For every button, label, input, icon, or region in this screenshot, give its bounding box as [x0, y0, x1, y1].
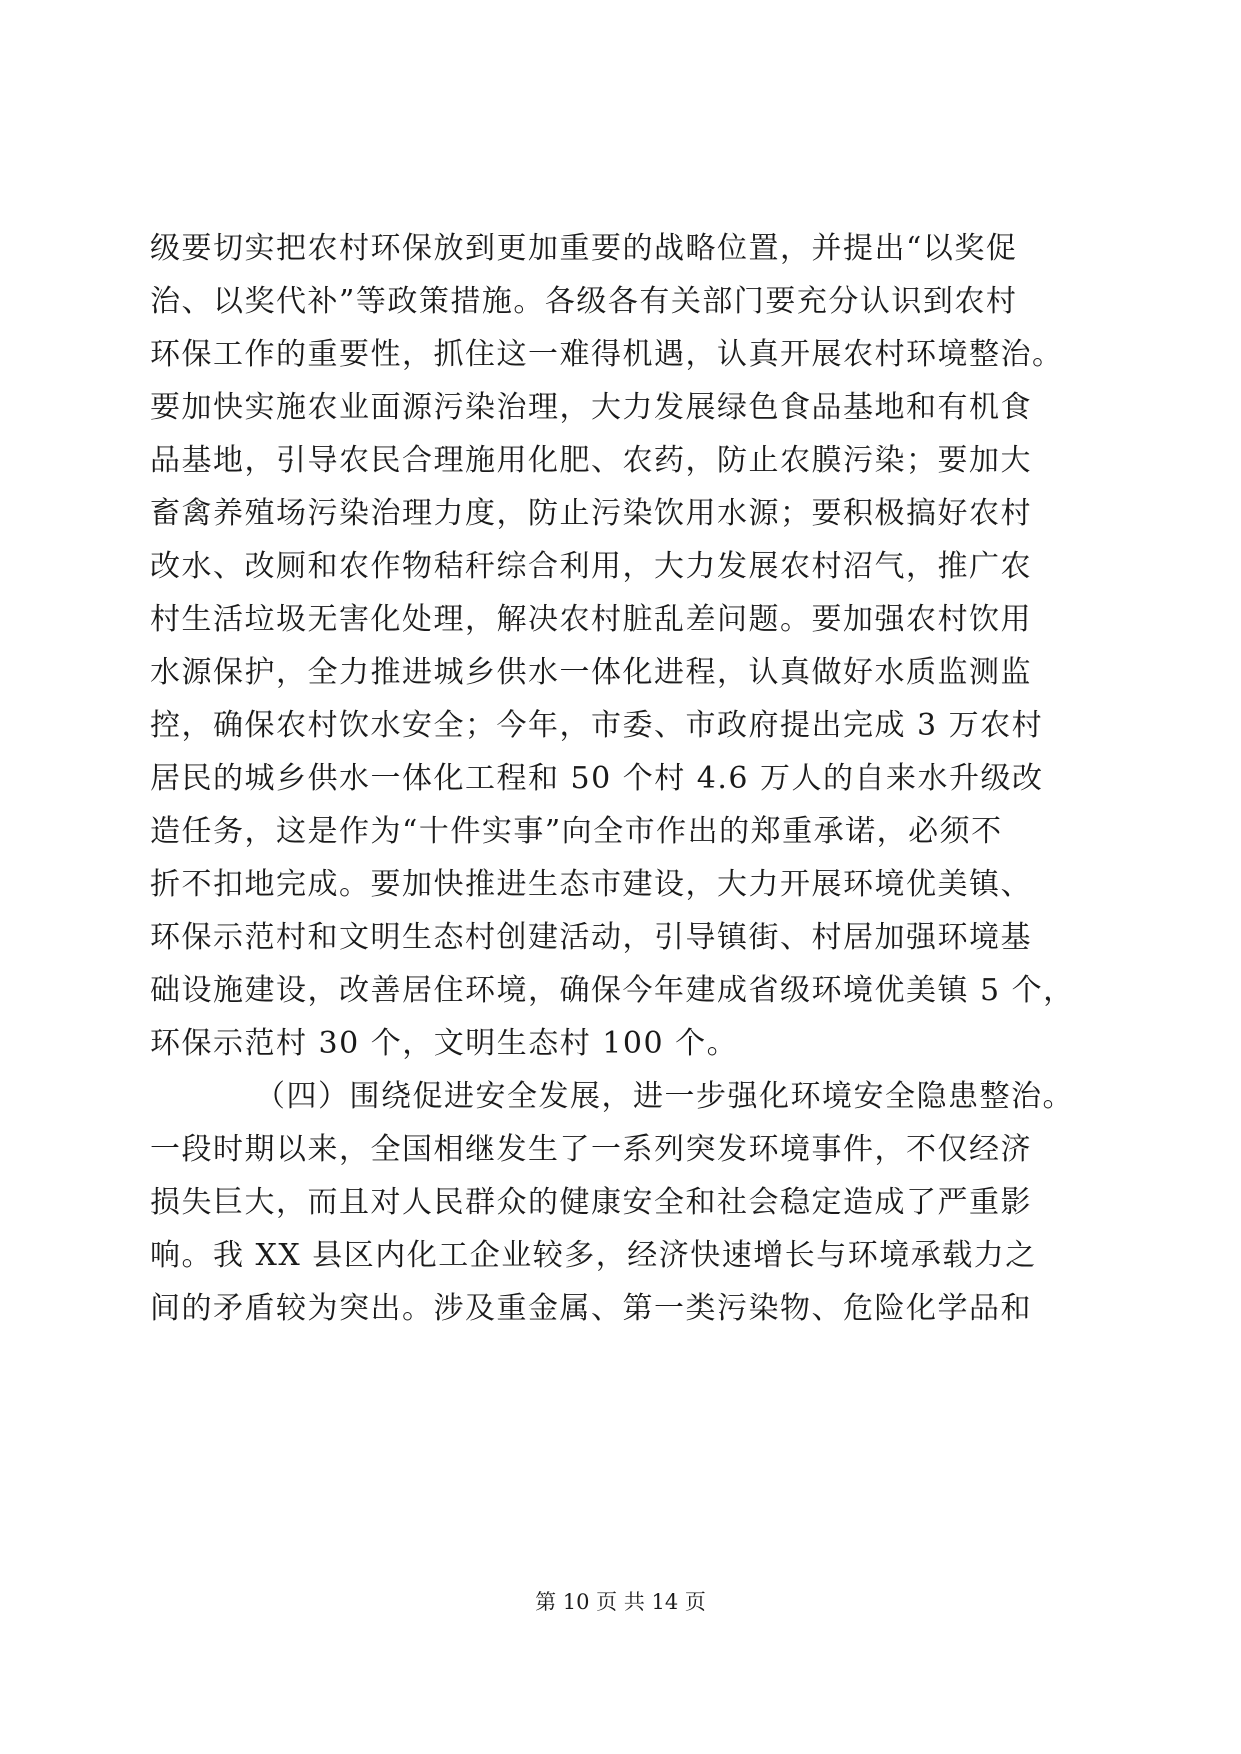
text-line: 要加快实施农业面源污染治理，大力发展绿色食品基地和有机食: [150, 390, 1032, 425]
text-line: 折不扣地完成。要加快推进生态市建设，大力开展环境优美镇、: [150, 867, 1032, 902]
text-line: 环保示范村和文明生态村创建活动，引导镇街、村居加强环境基: [150, 920, 1032, 955]
text-line: 居民的城乡供水一体化工程和 50 个村 4.6 万人的自来水升级改: [150, 761, 1044, 796]
text-line: 水源保护，全力推进城乡供水一体化进程，认真做好水质监测监: [150, 655, 1032, 690]
text-line: 控，确保农村饮水安全；今年，市委、市政府提出完成 3 万农村: [150, 708, 1044, 743]
text-line: 损失巨大，而且对人民群众的健康安全和社会稳定造成了严重影: [150, 1185, 1032, 1220]
section-heading-line: （四）围绕促进安全发展，进一步强化环境安全隐患整治。: [255, 1079, 1074, 1114]
text-line: 响。我 XX 县区内化工企业较多，经济快速增长与环境承载力之: [150, 1238, 1037, 1273]
text-line: 村生活垃圾无害化处理，解决农村脏乱差问题。要加强农村饮用: [150, 602, 1032, 637]
page-footer: [0, 1587, 1241, 1617]
text-line: 造任务，这是作为“十件实事”向全市作出的郑重承诺，必须不: [150, 814, 1003, 849]
text-line: 环保工作的重要性，抓住这一难得机遇，认真开展农村环境整治。: [150, 337, 1064, 372]
text-line: 治、以奖代补”等政策措施。各级各有关部门要充分认识到农村: [150, 284, 1018, 319]
text-line: 级要切实把农村环保放到更加重要的战略位置，并提出“以奖促: [150, 231, 1018, 266]
page-number-label: 第 10 页 共 14 页: [535, 1590, 706, 1614]
text-line: 畜禽养殖场污染治理力度，防止污染饮用水源；要积极搞好农村: [150, 496, 1032, 531]
text-line: 环保示范村 30 个，文明生态村 100 个。: [150, 1026, 739, 1061]
body-text: [150, 222, 1090, 1335]
text-line: 一段时期以来，全国相继发生了一系列突发环境事件，不仅经济: [150, 1132, 1032, 1167]
text-line: 改水、改厕和农作物秸秆综合利用，大力发展农村沼气，推广农: [150, 549, 1032, 584]
text-line: 品基地，引导农民合理施用化肥、农药，防止农膜污染；要加大: [150, 443, 1032, 478]
text-line: 础设施建设，改善居住环境，确保今年建成省级环境优美镇 5 个，: [150, 973, 1075, 1008]
text-line: 间的矛盾较为突出。涉及重金属、第一类污染物、危险化学品和: [150, 1291, 1032, 1326]
